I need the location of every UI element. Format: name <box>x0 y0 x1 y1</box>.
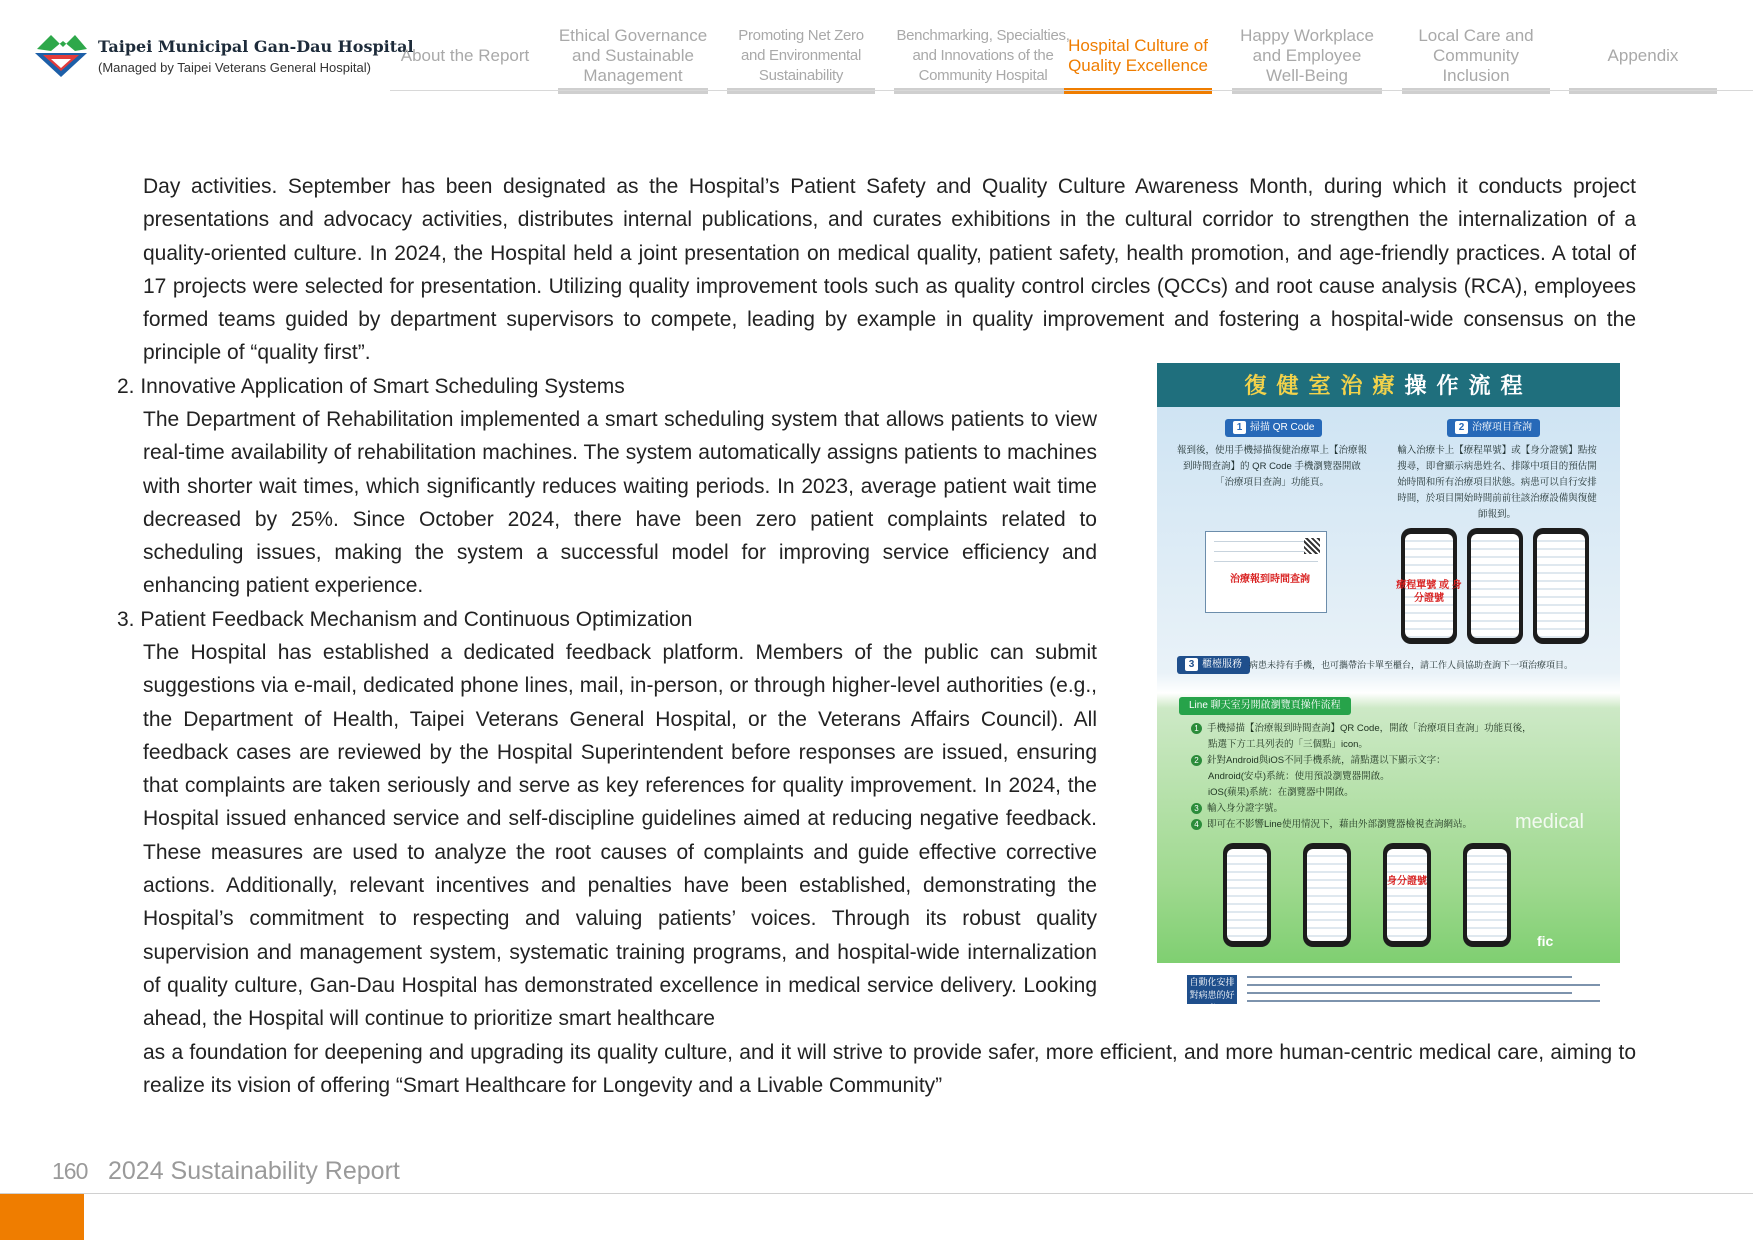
section-2-paragraph: The Department of Rehabilitation implemented a smart scheduling system that allows patients to view real-time availability of rehabilitation machines. The system automatically assigns patients to machines with shorter wait times, which significantly reduces waiting periods. In 2023, average patient wait time decreased by 25%. Since October 2024, there have been zero patient complaints related to scheduling issues, making the system a successful model for improving service efficiency and enhancing patient experience. <box>143 408 1097 598</box>
poster-footer-text <box>1247 973 1600 1008</box>
step-number: 1 <box>1233 421 1246 434</box>
rehabilitation-workflow-poster <box>1157 363 1620 1015</box>
poster-line-phone-3 <box>1383 843 1431 947</box>
step-number: 3 <box>1185 658 1198 671</box>
nav-tab-underline <box>727 88 875 94</box>
step-label: 掃描 QR Code <box>1250 422 1315 433</box>
nav-tab-underline <box>1064 88 1212 94</box>
poster-line-tag: Line 聊天室另開啟瀏覽頁操作流程 <box>1179 697 1351 715</box>
intro-paragraph: Day activities. September has been designated as the Hospital’s Patient Safety and Quality Culture Awareness Month, during which it conducts project presentations and advocacy activities, distributes internal publications, and curates exhibitions in the cultural corridor to strengthen the internalization of a quality-oriented culture. In 2024, the Hospital held a joint presentation on medical quality, patient safety, health promotion, and age-friendly practices. A total of 17 projects were selected for presentation. Utilizing quality improvement tools such as quality control circles (QCCs) and root cause analysis (RCA), employees formed teams guided by department supervisors to compete, leading by example in quality improvement and fostering a hospital-wide consensus on the principle of “quality first”. <box>143 175 1636 365</box>
nav-tab-about-the-report[interactable] <box>390 20 540 92</box>
nav-tab-label: Local Care and Community Inclusion <box>1418 26 1534 85</box>
footer-divider <box>0 1193 1753 1194</box>
poster-phone-3 <box>1533 528 1589 644</box>
step-label: 櫃檯服務 <box>1202 659 1242 670</box>
nav-tab-label: Appendix <box>1607 46 1679 65</box>
poster-line-phone-1 <box>1223 843 1271 947</box>
poster-line-step: 1 手機掃描【治療報到時間查詢】QR Code，開啟「治療項目查詢」功能頁後， <box>1191 721 1532 737</box>
poster-step-3-text: 病患未持有手機，也可攜帶治卡單至櫃台，請工作人員協助查詢下一項治療項目。 <box>1249 660 1574 670</box>
section-2-heading: 2. Innovative Application of Smart Scheduling Systems <box>117 375 625 398</box>
poster-step-2-tag <box>1447 419 1540 437</box>
section-3-paragraph-continued: as a foundation for deepening and upgrading its quality culture, and it will strive to provide safer, more efficient, and more human-centric medical care, aiming to realize its vision of offering “Smart Healthcare for Longevity and a Livable Community” <box>143 1041 1636 1098</box>
poster-step-1-tag <box>1225 419 1322 437</box>
nav-tab-underline <box>1232 88 1382 94</box>
poster-logo: fic <box>1537 933 1554 949</box>
poster-line-step: iOS(蘋果)系統：在瀏覽器中開啟。 <box>1208 787 1354 798</box>
report-title: 2024 Sustainability Report <box>108 1157 400 1185</box>
poster-form-stamp: 治療報到時間查詢 <box>1230 574 1310 585</box>
poster-phone-2 <box>1467 528 1523 644</box>
footer-accent-block <box>0 1194 84 1240</box>
poster-step-1-text: 報到後，使用手機掃描復健治療單上【治療報到時間查詢】的 QR Code 手機瀏覽器開啟「治療項目查詢」功能頁。 <box>1177 445 1368 488</box>
nav-tab-label: Happy Workplace and Employee Well-Being <box>1240 26 1374 85</box>
nav-tab-label: Hospital Culture of Quality Excellence <box>1068 36 1208 75</box>
nav-tab-quality-culture[interactable] <box>1064 20 1212 92</box>
poster-phone-red-label-2: 身分證號 <box>1387 876 1427 887</box>
nav-tab-label: Promoting Net Zero and Environmental Sustainability <box>738 27 864 84</box>
nav-tab-label: Benchmarking, Specialties, and Innovations of the Community Hospital <box>896 27 1070 84</box>
nav-tab-happy-workplace[interactable] <box>1232 20 1382 92</box>
nav-tab-ethical-governance[interactable] <box>558 20 708 92</box>
nav-tab-appendix[interactable] <box>1569 20 1717 92</box>
qr-code-icon <box>1304 538 1320 554</box>
page-number: 160 <box>52 1158 88 1184</box>
hospital-logo <box>33 33 89 79</box>
nav-tab-benchmarking[interactable] <box>894 20 1072 92</box>
poster-treatment-form <box>1205 531 1327 613</box>
step-label: 治療項目查詢 <box>1472 422 1532 433</box>
poster-line-phone-4 <box>1463 843 1511 947</box>
poster-line-step: 4 即可在不影響Line使用情況下，藉由外部瀏覽器檢視查詢網站。 <box>1191 817 1472 833</box>
poster-line-phone-2 <box>1303 843 1351 947</box>
nav-tab-label: About the Report <box>400 46 530 65</box>
poster-title <box>1157 369 1620 400</box>
poster-footer-tag: 自動化安排 對病患的好處 <box>1187 975 1237 1004</box>
poster-step-3-tag <box>1177 656 1250 674</box>
poster-line-step: 點選下方工具列表的「三個點」icon。 <box>1208 739 1368 750</box>
nav-tab-local-care[interactable] <box>1402 20 1550 92</box>
nav-tab-underline <box>558 88 708 94</box>
poster-line-step: Android(安卓)系統：使用預設瀏覽器開啟。 <box>1208 771 1390 782</box>
nav-tab-underline <box>1402 88 1550 94</box>
nav-tab-net-zero[interactable] <box>727 20 875 92</box>
step-number: 2 <box>1455 421 1468 434</box>
chapter-nav <box>390 20 1753 92</box>
poster-title-rest: 操作流程 <box>1404 373 1533 398</box>
hospital-subtitle: (Managed by Taipei Veterans General Hospital) <box>98 60 371 75</box>
poster-title-highlight: 復健室治療 <box>1244 373 1405 398</box>
section-3-heading: 3. Patient Feedback Mechanism and Continuous Optimization <box>117 608 693 631</box>
header-divider <box>390 90 1753 91</box>
nav-tab-underline <box>894 88 1072 94</box>
poster-line-step: 3 輸入身分證字號。 <box>1191 801 1283 817</box>
nav-tab-underline <box>1569 88 1717 94</box>
nav-tab-label: Ethical Governance and Sustainable Management <box>558 26 708 85</box>
poster-line-step: 2 針對Android與iOS不同手機系統，請點選以下顯示文字： <box>1191 753 1446 769</box>
hospital-name: Taipei Municipal Gan-Dau Hospital <box>98 37 414 56</box>
poster-step-2-text: 輸入治療卡上【療程單號】或【身分證號】點按搜尋，即會顯示病患姓名、排隊中項目的預估開始時間和所有治療項目狀態。病患可以自行安排時間，於項目開始時間前前往該治療設備與復健師報到。 <box>1397 445 1597 520</box>
poster-watermark: medical <box>1515 811 1584 833</box>
poster-phone-red-label: 療程單號 或 身分證號 <box>1396 580 1462 604</box>
section-3-paragraph: The Hospital has established a dedicated feedback platform. Members of the public can submit suggestions via e-mail, dedicated phone lines, mail, in-person, or through higher-level authorities (e.g., the Department of Health, Taipei Veterans General Hospital, or the Veterans Affairs Council). All feedback cases are reviewed by the Hospital Superintendent before responses are issued, ensuring that complaints are taken seriously and serve as key references for quality improvement. In 2024, the Hospital issued enhanced service and self-discipline guidelines aimed at reducing negative feedback. These measures are used to analyze the root causes of complaints and guide effective corrective actions. Additionally, relevant incentives and penalties have been established, demonstrating the Hospital’s commitment to respecting and valuing patients’ voices. Through its robust quality supervision and management system, systematic training programs, and hospital-wide internalization of quality culture, Gan-Dau Hospital has demonstrated excellence in medical service delivery. Looking ahead, the Hospital will continue to prioritize smart healthcare <box>143 641 1097 1031</box>
